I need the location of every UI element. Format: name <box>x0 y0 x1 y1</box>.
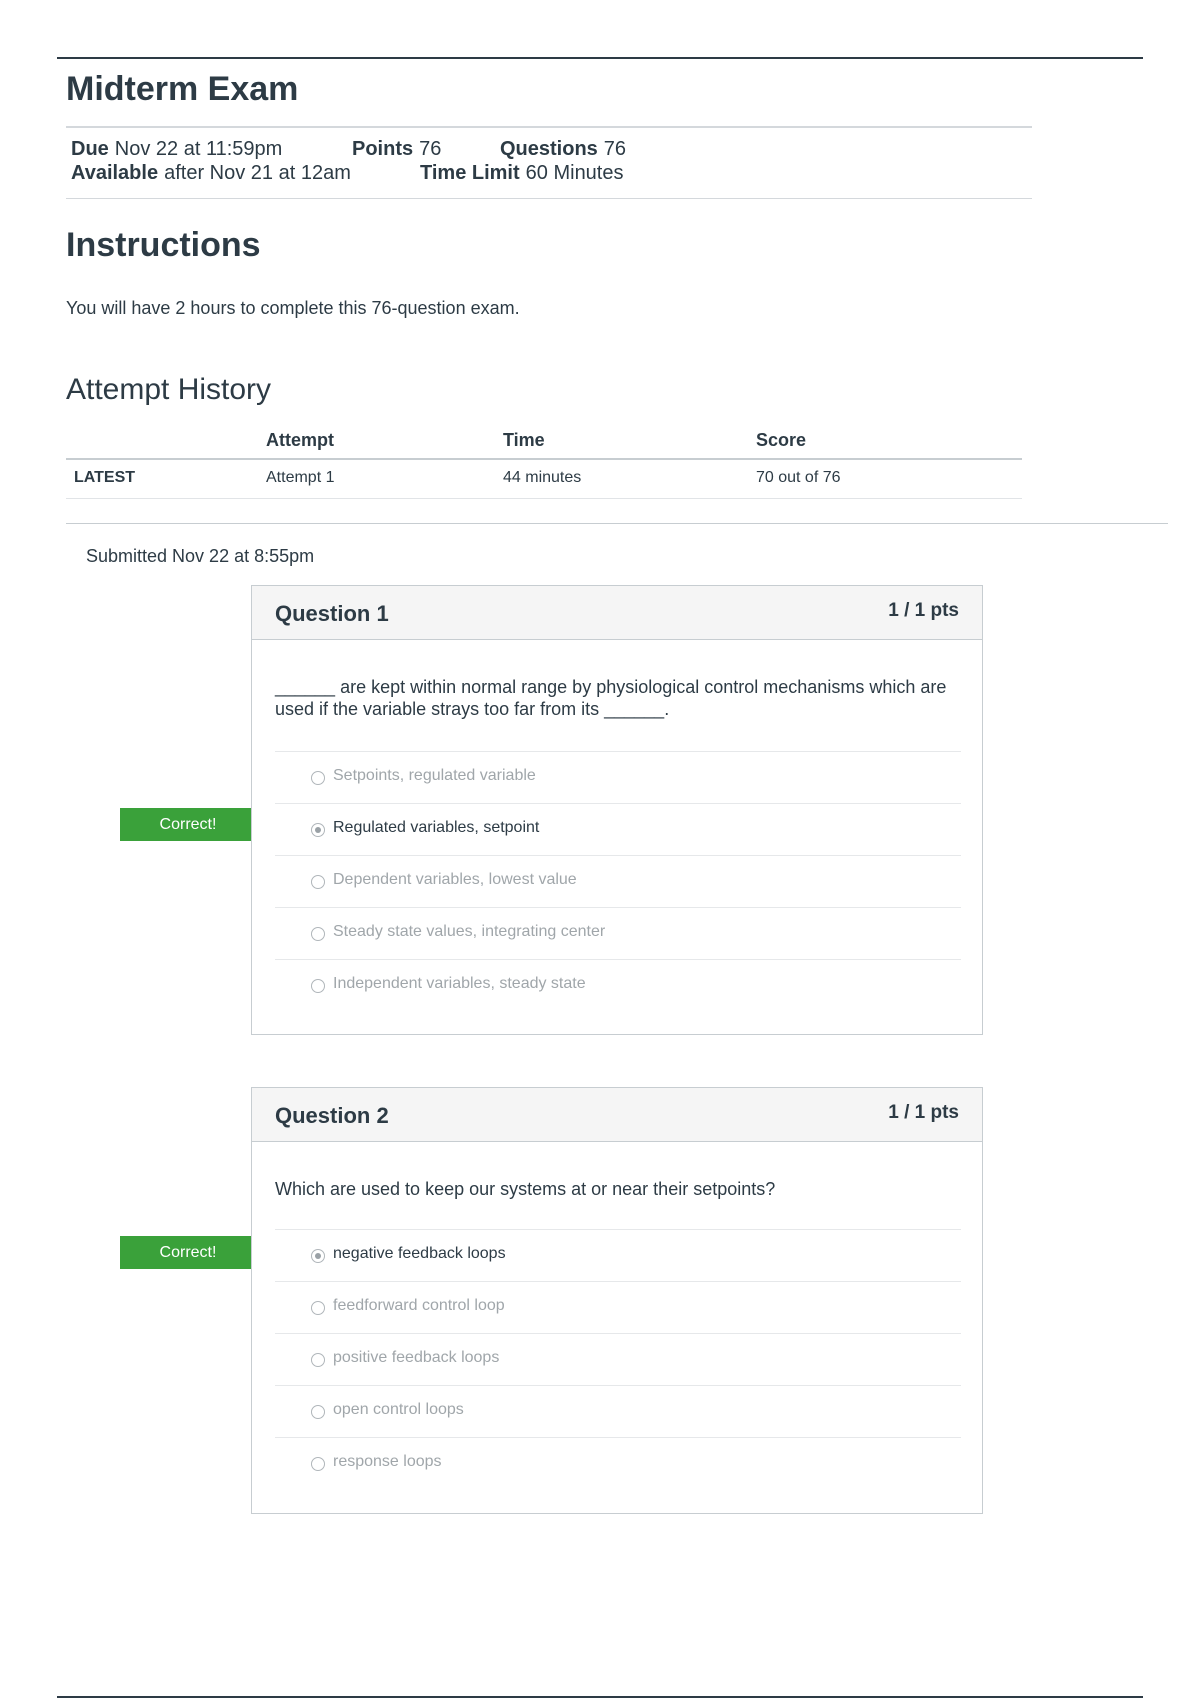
available-label: Available <box>71 162 159 184</box>
answer-option[interactable] <box>275 1281 961 1333</box>
attempt-score: 70 out of 76 <box>756 469 841 486</box>
time-limit-value: 60 Minutes <box>525 162 624 184</box>
questions-value: 76 <box>603 138 627 160</box>
instructions-text: You will have 2 hours to complete this 76-question exam. <box>66 298 520 318</box>
answer-option[interactable] <box>275 1385 961 1437</box>
answer-label: Regulated variables, setpoint <box>333 819 540 836</box>
answer-option[interactable] <box>275 907 961 959</box>
attempt-time: 44 minutes <box>503 469 582 486</box>
answer-label: Steady state values, integrating center <box>333 923 606 940</box>
radio-button[interactable] <box>311 875 325 889</box>
due-value: Nov 22 at 11:59pm <box>114 138 283 160</box>
question-header-1 <box>252 586 982 640</box>
answer-label: positive feedback loops <box>333 1349 500 1366</box>
page-title: Midterm Exam <box>66 70 299 108</box>
radio-button[interactable] <box>311 1301 325 1315</box>
questions-info <box>500 138 626 161</box>
answer-option[interactable] <box>275 1333 961 1385</box>
answer-option[interactable] <box>275 959 961 1011</box>
radio-button-selected[interactable] <box>311 1249 325 1263</box>
question-title-1: Question 1 <box>275 601 389 626</box>
answer-option-selected[interactable] <box>275 1229 961 1281</box>
section-divider <box>66 523 1168 524</box>
radio-button[interactable] <box>311 1457 325 1471</box>
column-header-attempt: Attempt <box>266 430 334 450</box>
question-text-1: ______ are kept within normal range by physiological control mechanisms which are used if the variable strays too far from its ______. <box>275 677 947 719</box>
question-points-1: 1 / 1 pts <box>888 600 959 621</box>
page-top-rule <box>57 57 1143 59</box>
answer-option[interactable] <box>275 1437 961 1489</box>
available-info <box>71 162 351 185</box>
radio-button-selected[interactable] <box>311 823 325 837</box>
answer-label: response loops <box>333 1453 442 1470</box>
column-header-time: Time <box>503 430 545 450</box>
meta-divider <box>66 198 1032 199</box>
latest-tag: LATEST <box>74 469 136 486</box>
attempt-link[interactable]: Attempt 1 <box>266 469 335 486</box>
question-title-2: Question 2 <box>275 1103 389 1128</box>
question-header-2 <box>252 1088 982 1142</box>
time-limit-info <box>420 162 624 185</box>
question-card-2 <box>251 1087 983 1514</box>
radio-button[interactable] <box>311 927 325 941</box>
question-text-2: Which are used to keep our systems at or near their setpoints? <box>275 1179 776 1199</box>
answer-label: Dependent variables, lowest value <box>333 871 577 888</box>
points-value: 76 <box>419 138 442 160</box>
submitted-timestamp: Submitted Nov 22 at 8:55pm <box>86 546 315 566</box>
instructions-heading: Instructions <box>66 226 261 264</box>
correct-badge-q2: Correct! <box>120 1236 256 1269</box>
column-header-score: Score <box>756 430 807 450</box>
answer-label: open control loops <box>333 1401 464 1418</box>
radio-button[interactable] <box>311 1405 325 1419</box>
points-label: Points <box>352 138 414 160</box>
answer-option[interactable] <box>275 855 961 907</box>
radio-button[interactable] <box>311 979 325 993</box>
correct-badge-q1: Correct! <box>120 808 256 841</box>
time-limit-label: Time Limit <box>420 162 520 184</box>
answer-label: Setpoints, regulated variable <box>333 767 536 784</box>
questions-label: Questions <box>500 138 598 160</box>
points-info <box>352 138 441 161</box>
answer-label: Independent variables, steady state <box>333 975 586 992</box>
due-label: Due <box>71 138 109 160</box>
table-row-divider <box>66 498 1022 499</box>
table-header-divider <box>66 458 1022 460</box>
radio-button[interactable] <box>311 771 325 785</box>
available-value: after Nov 21 at 12am <box>164 162 351 184</box>
question-card-1 <box>251 585 983 1035</box>
answer-label: feedforward control loop <box>333 1297 505 1314</box>
radio-button[interactable] <box>311 1353 325 1367</box>
answer-option-selected[interactable] <box>275 803 961 855</box>
page-bottom-rule <box>57 1696 1143 1698</box>
answer-option[interactable] <box>275 751 961 803</box>
due-info <box>71 138 282 161</box>
question-points-2: 1 / 1 pts <box>888 1102 959 1123</box>
answer-label: negative feedback loops <box>333 1245 506 1262</box>
title-divider <box>66 126 1032 128</box>
attempt-history-heading: Attempt History <box>66 373 272 406</box>
